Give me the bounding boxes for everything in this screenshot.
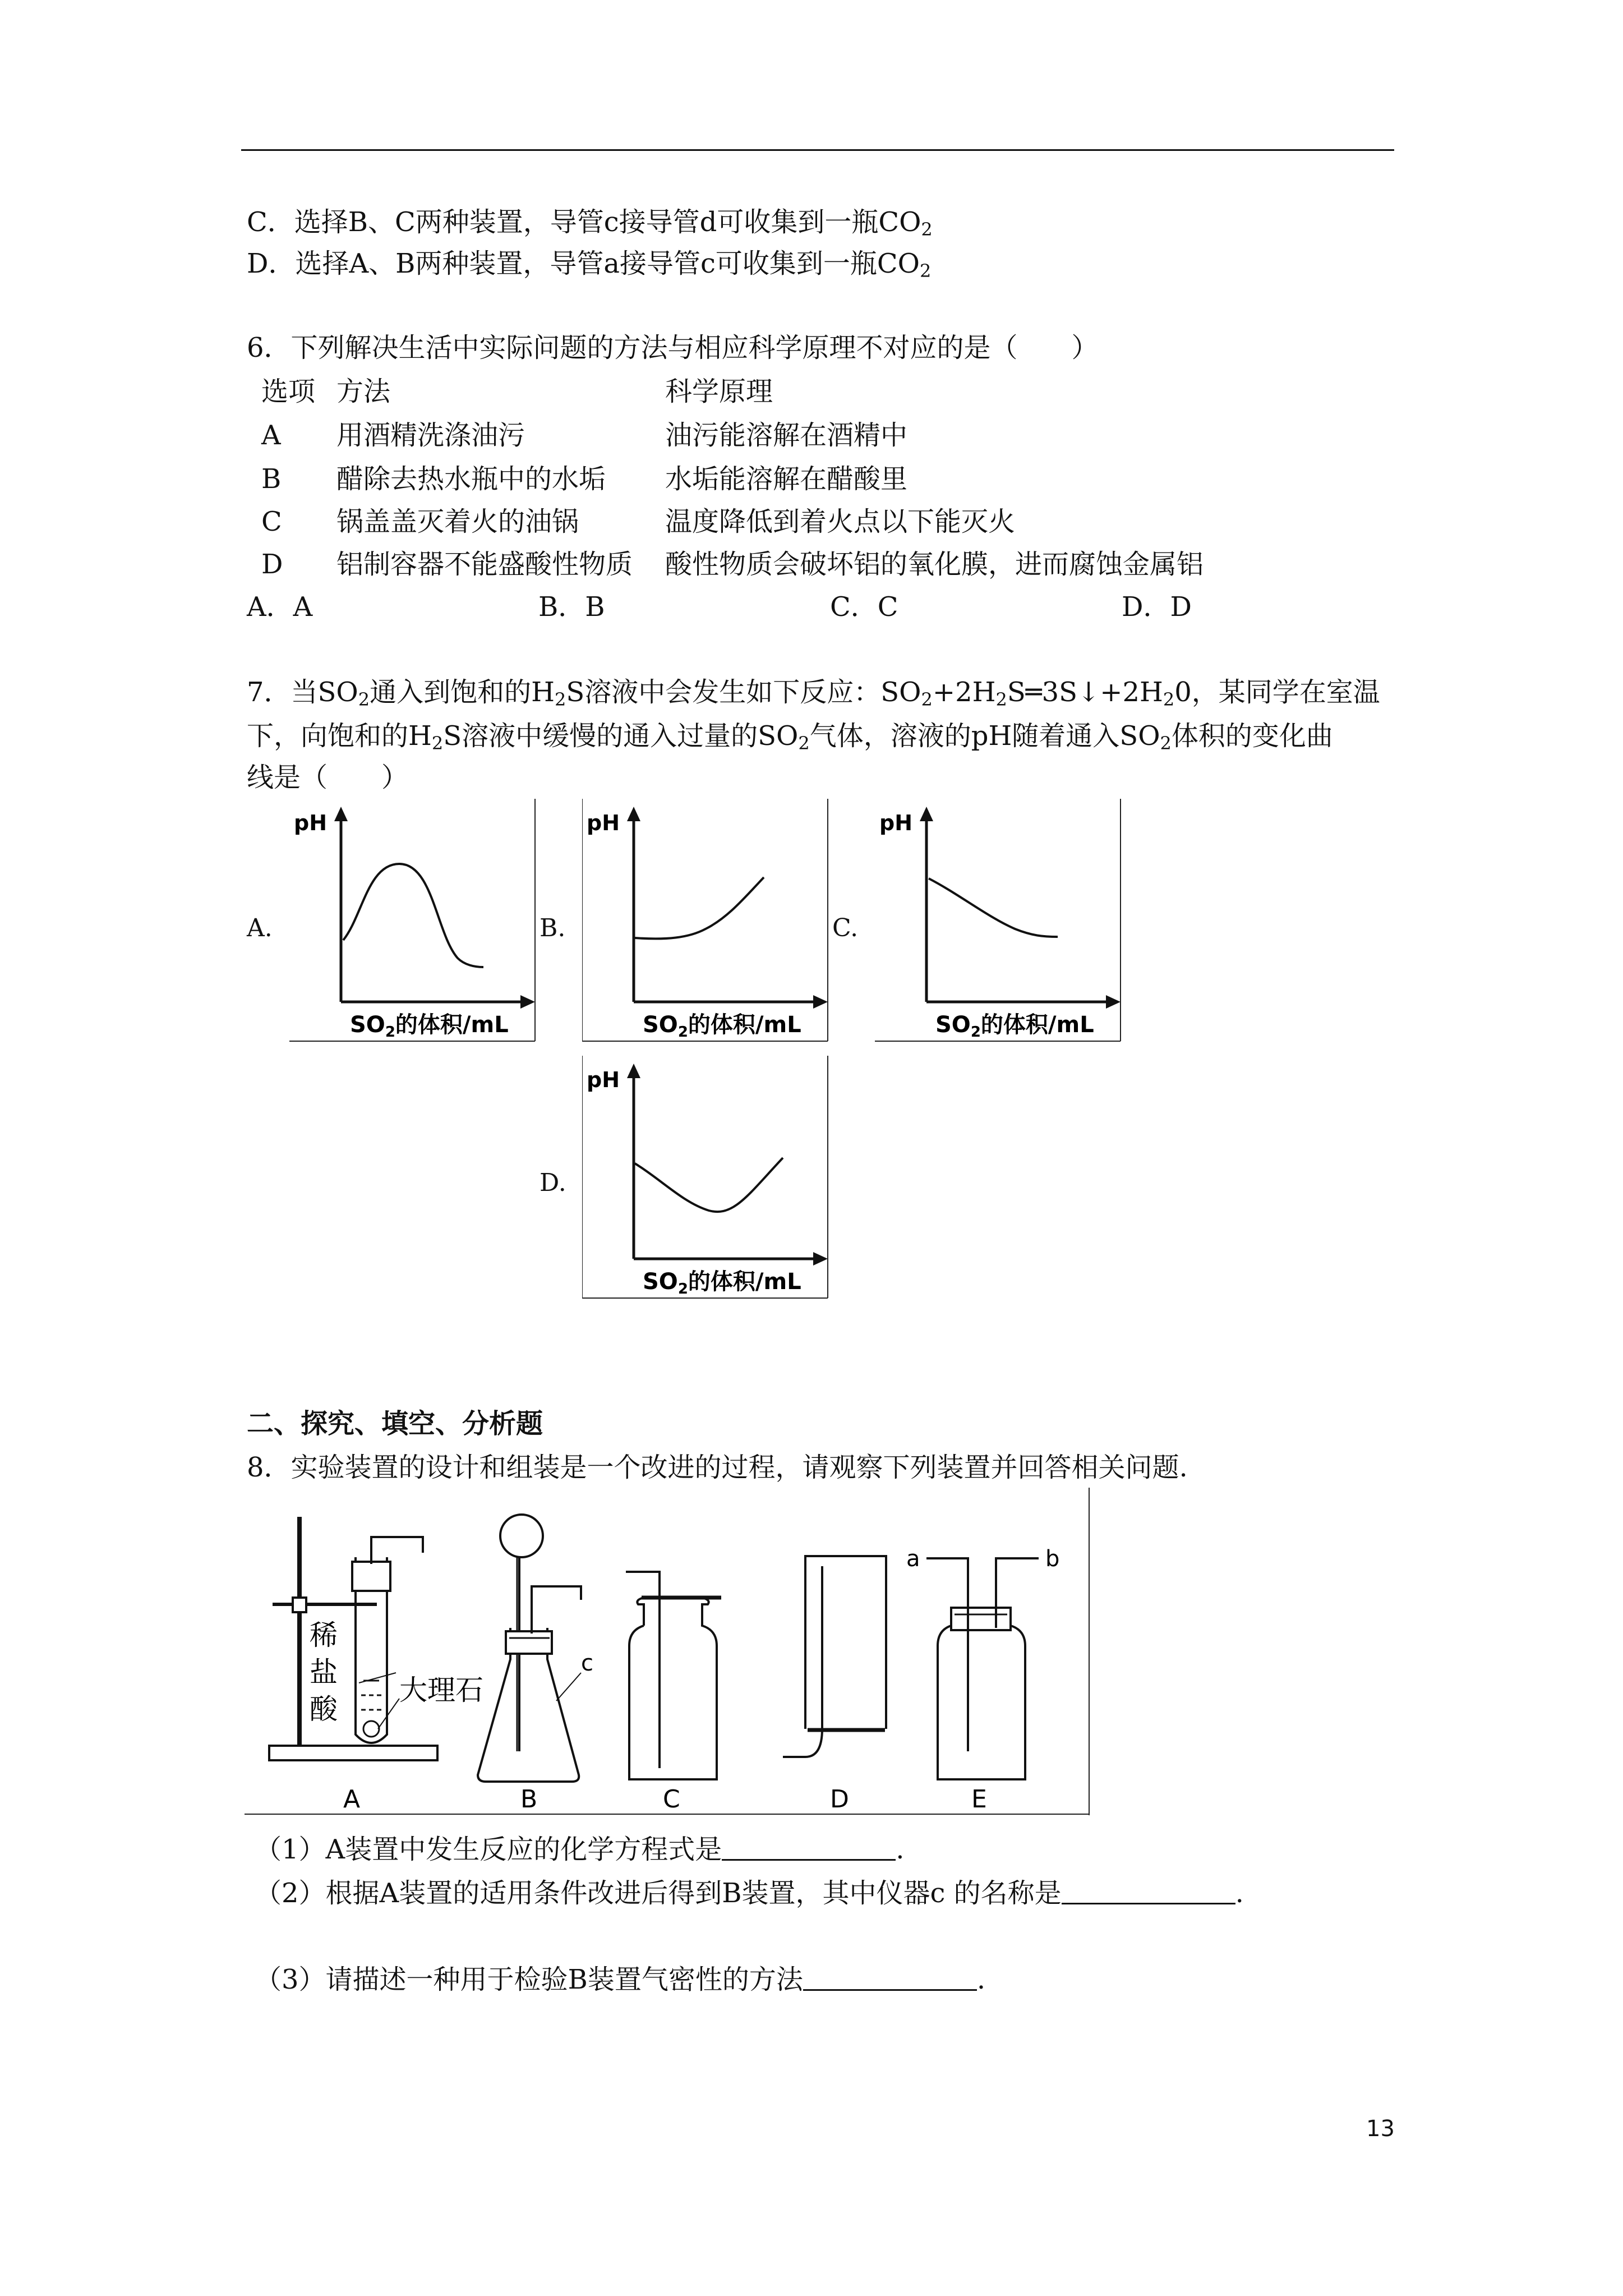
delivery-tube bbox=[626, 1572, 660, 1768]
q5-option-d: D．选择A、B两种装置，导管a接导管c可收集到一瓶$CO_2$ bbox=[247, 248, 932, 282]
q6-row-c-principle: 温度降低到着火点以下能灭火 bbox=[665, 506, 1016, 537]
q7-option-c-label: C. bbox=[832, 914, 859, 942]
q7-stem-line3: 线是（ ） bbox=[247, 762, 409, 793]
q6-choice-a: A．A bbox=[247, 591, 313, 623]
q8-subquestion-1: （1）A装置中发生反应的化学方程式是 . bbox=[255, 1830, 904, 1866]
q6-choice-c: C．C bbox=[830, 591, 898, 623]
delivery-tube bbox=[532, 1586, 581, 1634]
q6-row-d-method: 铝制容器不能盛酸性物质 bbox=[336, 549, 633, 580]
q7-stem-line1: 7．当$SO_2$通入到饱和的$H_2S$溶液中会发生如下反应：$SO_2+2H_2S═3S↓+2H_20$，某同学在室温 bbox=[247, 677, 1380, 710]
test-tube-stopper bbox=[352, 1562, 390, 1591]
y-axis-arrow-icon bbox=[920, 807, 933, 821]
acid-label-2: 盐 bbox=[310, 1656, 338, 1688]
x-axis-arrow-icon bbox=[520, 995, 535, 1009]
device-label-a: A bbox=[343, 1785, 361, 1814]
label-c: c bbox=[581, 1650, 593, 1676]
q6-row-b-principle: 水垢能溶解在醋酸里 bbox=[665, 463, 908, 495]
page-number: 13 bbox=[1366, 2116, 1395, 2142]
answer-blank-1[interactable] bbox=[722, 1830, 896, 1861]
y-axis-label: pH bbox=[879, 811, 913, 835]
header-rule bbox=[241, 149, 1394, 151]
stand-clamp-boss bbox=[293, 1598, 306, 1612]
inlet-tube bbox=[926, 1558, 968, 1751]
q6-choice-b: B．B bbox=[538, 591, 605, 623]
marble-pointer bbox=[378, 1699, 399, 1729]
q8-subquestion-2: （2）根据A装置的适用条件改进后得到B装置，其中仪器c 的名称是 . bbox=[255, 1874, 1244, 1910]
stand-base bbox=[269, 1746, 437, 1760]
ph-curve bbox=[635, 877, 764, 938]
q7-chart-c bbox=[875, 799, 1122, 1046]
label-b: b bbox=[1045, 1546, 1060, 1572]
x-axis-arrow-icon bbox=[1106, 995, 1121, 1009]
gas-jar bbox=[629, 1598, 717, 1779]
q8-subquestion-3: （3）请描述一种用于检验B装置气密性的方法 . bbox=[255, 1960, 985, 1996]
q6-row-a-method: 用酒精洗涤油污 bbox=[336, 420, 525, 451]
answer-blank-3[interactable] bbox=[803, 1960, 977, 1991]
wash-bottle bbox=[938, 1626, 1025, 1779]
q6-header-method: 方法 bbox=[336, 376, 391, 407]
device-label-b: B bbox=[520, 1785, 538, 1814]
device-label-d: D bbox=[830, 1785, 849, 1814]
device-d bbox=[783, 1556, 886, 1757]
q5-option-c: C．选择B、C两种装置，导管c接导管d可收集到一瓶$CO_2$ bbox=[247, 206, 933, 240]
device-b bbox=[478, 1515, 593, 1782]
q7-option-b-label: B. bbox=[540, 914, 566, 942]
ph-curve bbox=[635, 1158, 783, 1212]
q7-stem-line2: 下，向饱和的$H_2S$溶液中缓慢的通入过量的$SO_2$气体，溶液的pH随着通入$SO_2$体积的变化曲 bbox=[247, 720, 1333, 754]
device-e bbox=[906, 1546, 1059, 1779]
q7-option-d-label: D. bbox=[540, 1168, 566, 1197]
q6-choice-d: D．D bbox=[1122, 591, 1192, 623]
q6-row-a-principle: 油污能溶解在酒精中 bbox=[665, 420, 908, 451]
q6-stem: 6．下列解决生活中实际问题的方法与相应科学原理不对应的是（ ） bbox=[247, 332, 1099, 364]
q6-row-b-method: 醋除去热水瓶中的水垢 bbox=[336, 463, 606, 495]
x-axis-label: $SO_2$的体积/mL bbox=[643, 1269, 801, 1297]
acid-label-1: 稀 bbox=[310, 1619, 338, 1651]
x-axis-label: $SO_2$的体积/mL bbox=[643, 1012, 801, 1041]
y-axis-arrow-icon bbox=[627, 1064, 640, 1078]
x-axis-arrow-icon bbox=[813, 995, 828, 1009]
answer-blank-2[interactable] bbox=[1062, 1874, 1235, 1904]
flask-stopper bbox=[506, 1631, 552, 1654]
section-title: 二、探究、填空、分析题 bbox=[247, 1408, 543, 1439]
y-axis-label: pH bbox=[587, 1068, 620, 1092]
q7-chart-b bbox=[582, 799, 829, 1046]
q6-row-d-principle: 酸性物质会破坏铝的氧化膜，进而腐蚀金属铝 bbox=[665, 549, 1204, 580]
ph-curve bbox=[343, 864, 483, 967]
y-axis-arrow-icon bbox=[334, 807, 348, 821]
thistle-funnel-bulb bbox=[500, 1515, 543, 1557]
marble-label: 大理石 bbox=[399, 1674, 483, 1706]
q7-option-a-label: A. bbox=[247, 914, 273, 942]
y-axis-arrow-icon bbox=[627, 807, 640, 821]
x-axis-label: $SO_2$的体积/mL bbox=[350, 1012, 509, 1041]
q6-row-c-option: C bbox=[261, 506, 282, 537]
y-axis-label: pH bbox=[294, 811, 328, 835]
q8-stem: 8．实验装置的设计和组装是一个改进的过程，请观察下列装置并回答相关问题. bbox=[247, 1452, 1188, 1483]
bottle-stopper bbox=[951, 1608, 1011, 1630]
label-a: a bbox=[906, 1546, 920, 1572]
marble-pieces bbox=[363, 1721, 379, 1737]
q6-row-d-option: D bbox=[261, 549, 283, 580]
q6-header-option: 选项 bbox=[261, 376, 316, 407]
delivery-tube bbox=[371, 1537, 423, 1564]
ph-curve bbox=[929, 878, 1058, 937]
x-axis-arrow-icon bbox=[813, 1252, 828, 1266]
q6-row-b-option: B bbox=[261, 463, 282, 495]
q7-chart-d bbox=[582, 1056, 829, 1303]
device-c bbox=[626, 1572, 721, 1779]
q6-row-c-method: 锅盖盖灭着火的油锅 bbox=[336, 506, 579, 537]
y-axis-label: pH bbox=[587, 811, 620, 835]
inverted-jar bbox=[805, 1556, 886, 1729]
device-label-c: C bbox=[663, 1785, 680, 1814]
device-label-e: E bbox=[971, 1785, 987, 1814]
q8-apparatus-figure bbox=[245, 1488, 1097, 1816]
q6-header-principle: 科学原理 bbox=[665, 376, 773, 407]
acid-label-3: 酸 bbox=[310, 1693, 338, 1726]
x-axis-label: $SO_2$的体积/mL bbox=[935, 1012, 1094, 1041]
device-a bbox=[269, 1517, 483, 1760]
c-pointer bbox=[556, 1673, 581, 1701]
q7-chart-a bbox=[289, 799, 536, 1046]
q6-row-a-option: A bbox=[261, 420, 281, 451]
